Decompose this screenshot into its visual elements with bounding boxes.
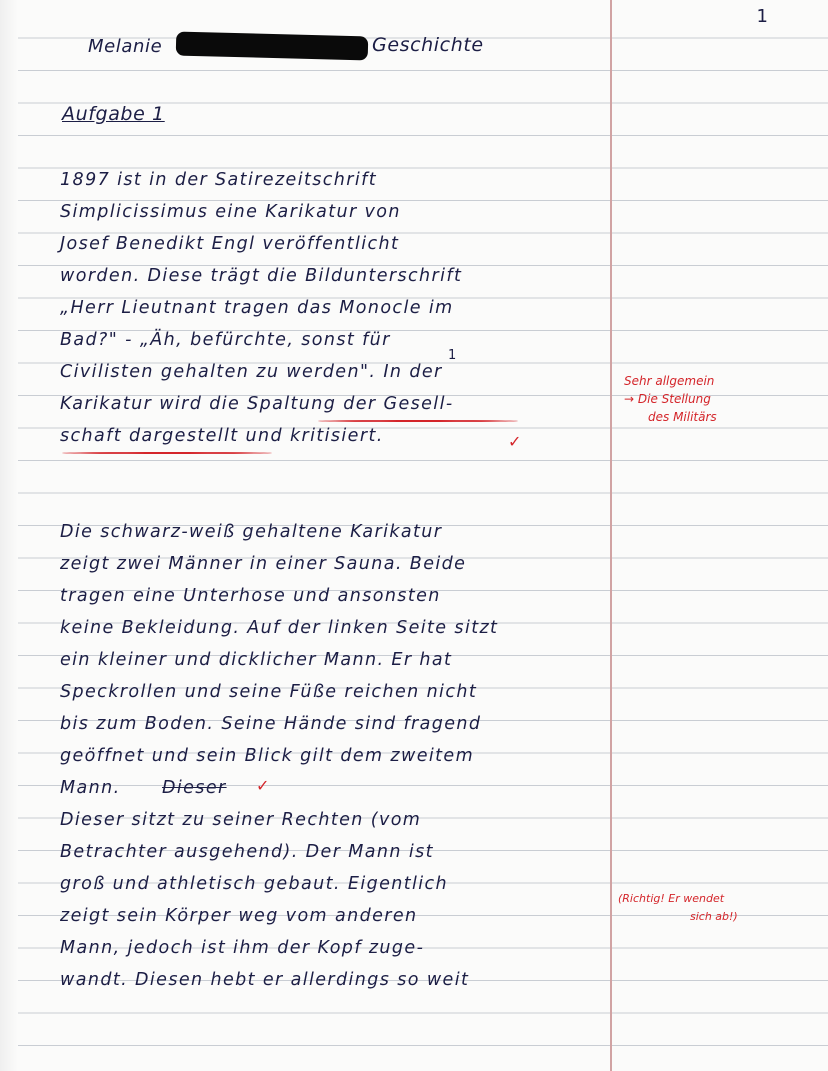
- margin-comment-line: sich ab!): [690, 910, 738, 923]
- margin-comment-line: Sehr allgemein: [624, 374, 715, 388]
- struck-word: Dieser: [162, 778, 227, 798]
- margin-comment-line: des Militärs: [648, 410, 717, 424]
- student-name: Melanie: [88, 36, 163, 57]
- margin-line: [610, 0, 612, 1071]
- text-line: ein kleiner und dicklicher Mann. Er hat: [60, 650, 453, 670]
- text-line: schaft dargestellt und kritisiert.: [60, 426, 384, 446]
- text-line: Die schwarz-weiß gehaltene Karikatur: [60, 522, 443, 542]
- text-line: bis zum Boden. Seine Hände sind fragend: [60, 714, 482, 734]
- text-line: geöffnet und sein Blick gilt dem zweitem: [60, 746, 475, 766]
- text-line: 1897 ist in der Satirezeitschrift: [60, 170, 377, 190]
- text-line: worden. Diese trägt die Bildunterschrift: [60, 266, 463, 286]
- subject-title: Geschichte: [372, 34, 484, 56]
- text-line: groß und athletisch gebaut. Eigentlich: [60, 874, 449, 894]
- page-number: 1: [756, 6, 768, 27]
- redaction-bar: [176, 31, 369, 60]
- text-line: Mann, jedoch ist ihm der Kopf zuge-: [60, 938, 425, 958]
- text-line: Karikatur wird die Spaltung der Gesell-: [60, 394, 454, 414]
- text-line: Speckrollen und seine Füße reichen nicht: [60, 682, 478, 702]
- text-line: Josef Benedikt Engl veröffentlicht: [60, 234, 400, 254]
- text-line: Civilisten gehalten zu werden". In der: [60, 362, 443, 382]
- task-heading: Aufgabe 1: [62, 103, 165, 125]
- text-line: tragen eine Unterhose und ansonsten: [60, 586, 441, 606]
- text-line: wandt. Diesen hebt er allerdings so weit: [60, 970, 470, 990]
- text-line: Mann.: [60, 778, 121, 798]
- correction-underline: [318, 420, 518, 422]
- text-line: zeigt zwei Männer in einer Sauna. Beide: [60, 554, 467, 574]
- text-line: Bad?" - „Äh, befürchte, sonst für: [60, 330, 391, 350]
- page-edge: [0, 0, 18, 1071]
- margin-comment-line: → Die Stellung: [624, 392, 711, 406]
- margin-comment-line: (Richtig! Er wendet: [618, 892, 725, 905]
- text-line: zeigt sein Körper weg vom anderen: [60, 906, 418, 926]
- text-line: Dieser sitzt zu seiner Rechten (vom: [60, 810, 422, 830]
- text-line: Betrachter ausgehend). Der Mann ist: [60, 842, 434, 862]
- text-line: „Herr Lieutnant tragen das Monocle im: [60, 298, 454, 318]
- text-line: Simplicissimus eine Karikatur von: [60, 202, 401, 222]
- text-line: keine Bekleidung. Auf der linken Seite sitzt: [60, 618, 499, 638]
- checkmark: ✓: [508, 432, 522, 451]
- footnote-marker: 1: [448, 348, 457, 363]
- correction-underline: [62, 452, 272, 454]
- checkmark: ✓: [256, 776, 270, 795]
